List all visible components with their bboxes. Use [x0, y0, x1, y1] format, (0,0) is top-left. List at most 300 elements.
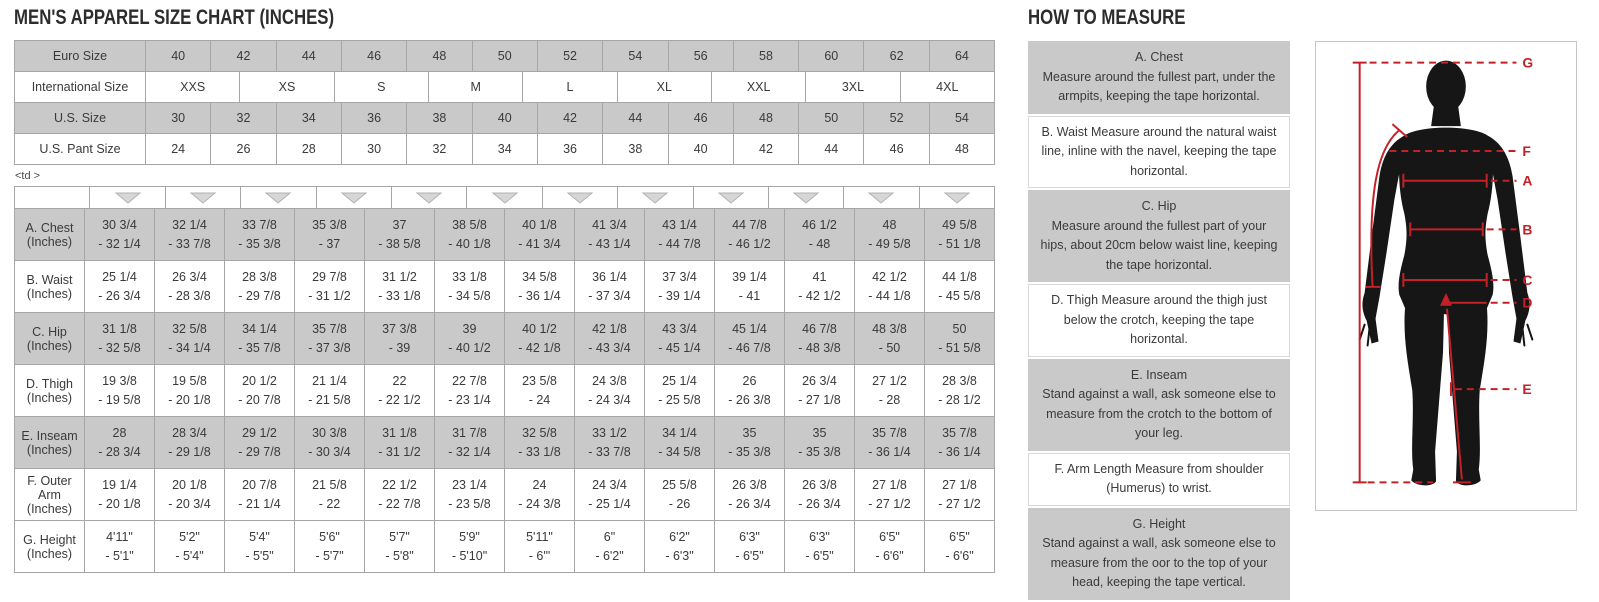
sort-down-icon: [341, 192, 367, 204]
size-cell: 32: [210, 102, 275, 133]
range-max: - 40 1/2: [448, 340, 491, 355]
sort-down-icon: [944, 192, 970, 204]
range-min: 35 3/8: [312, 217, 347, 232]
size-cell: 44: [602, 102, 667, 133]
label-f: F: [1522, 142, 1531, 159]
range-max: - 40 1/8: [448, 236, 491, 251]
range-max: - 6'6": [875, 548, 904, 563]
label-e: E: [1522, 381, 1532, 398]
range-max: - 34 1/4: [168, 340, 211, 355]
size-cell: 4XL: [900, 71, 994, 102]
range-max: - 20 1/8: [168, 392, 211, 407]
range-min: 33 1/8: [452, 269, 487, 284]
size-cell: 40: [145, 40, 210, 71]
range-min: 34 1/4: [242, 321, 277, 336]
range-max: - 26 3/4: [98, 288, 141, 303]
measure-item-text: B. Waist Measure around the natural waist line, inline with the navel, keeping the tape horizontal.: [1041, 124, 1277, 178]
measure-item-text: F. Arm Length Measure from shoulder (Humerus) to wrist.: [1054, 461, 1264, 495]
range-cell: [574, 364, 644, 416]
height-line: [1353, 63, 1367, 483]
range-min: 39 1/4: [732, 269, 767, 284]
range-max: - 37 3/8: [308, 340, 351, 355]
range-min: 35: [812, 425, 827, 440]
range-min: 46 7/8: [802, 321, 837, 336]
measure-item: [1028, 508, 1290, 600]
how-to-measure-section: [1028, 6, 1577, 602]
measurement-row: [14, 416, 994, 468]
range-max: - 29 7/8: [238, 444, 281, 459]
size-cell: 36: [537, 133, 602, 164]
size-cell: 26: [210, 133, 275, 164]
range-cell: [644, 260, 714, 312]
measure-item-text: Stand against a wall, ask someone else to measure from the crotch to the bottom of your leg.: [1042, 387, 1276, 440]
range-max: - 32 1/4: [98, 236, 141, 251]
range-min: 27 1/8: [872, 477, 907, 492]
label-g: G: [1522, 54, 1534, 71]
range-max: - 35 3/8: [728, 444, 771, 459]
size-cell: XL: [617, 71, 711, 102]
range-max: - 29 1/8: [168, 444, 211, 459]
range-cell: [294, 312, 364, 364]
range-max: - 39 1/4: [658, 288, 701, 303]
range-cell: [364, 312, 434, 364]
size-cell: 54: [602, 40, 667, 71]
size-chart-section: [14, 6, 995, 573]
measure-item-text: Measure around the fullest part of your hips, about 20cm below waist line, keeping the tape horizontal.: [1040, 218, 1278, 272]
range-min: 23 5/8: [522, 373, 557, 388]
label-a: A: [1522, 172, 1533, 189]
size-cell: 46: [863, 133, 928, 164]
header-cell: [542, 186, 617, 208]
range-max: - 23 5/8: [448, 496, 491, 511]
range-min: 44 1/8: [942, 269, 977, 284]
range-max: - 50: [878, 340, 901, 355]
range-min: 35: [742, 425, 757, 440]
how-to-measure-body: [1028, 41, 1577, 602]
size-cell: 28: [276, 133, 341, 164]
size-cell: 42: [537, 102, 602, 133]
measurement-row: [14, 468, 994, 520]
range-max: - 42 1/8: [518, 340, 561, 355]
measure-item: [1028, 190, 1290, 282]
range-min: 26 3/4: [172, 269, 207, 284]
sort-down-icon: [115, 192, 141, 204]
size-cell: 50: [472, 40, 537, 71]
range-min: 6'3": [739, 529, 760, 544]
range-cell: [714, 260, 784, 312]
how-to-measure-title: HOW TO MEASURE: [1028, 6, 1186, 29]
measurement-row: [14, 364, 994, 416]
header-cell: [919, 186, 994, 208]
range-cell: [644, 520, 714, 572]
size-cell: 24: [145, 133, 210, 164]
range-min: 34 1/4: [662, 425, 697, 440]
measure-item: [1028, 359, 1290, 451]
range-cell: [784, 312, 854, 364]
range-min: 23 1/4: [452, 477, 487, 492]
range-cell: [154, 312, 224, 364]
range-min: 24 3/8: [592, 373, 627, 388]
range-min: 4'11": [106, 529, 133, 544]
range-max: - 32 5/8: [98, 340, 141, 355]
range-cell: [294, 208, 364, 260]
range-min: 25 1/4: [662, 373, 697, 388]
range-min: 6'5": [879, 529, 900, 544]
range-max: - 5'1": [105, 548, 134, 563]
range-min: 31 7/8: [452, 425, 487, 440]
range-cell: [434, 416, 504, 468]
measure-item: [1028, 453, 1290, 506]
range-cell: [434, 364, 504, 416]
size-cell: 30: [341, 133, 406, 164]
range-max: - 21 1/4: [238, 496, 281, 511]
range-cell: [784, 260, 854, 312]
range-min: 25 1/4: [102, 269, 137, 284]
range-max: - 6'5": [735, 548, 764, 563]
range-min: 46 1/2: [802, 217, 837, 232]
range-min: 25 5/8: [662, 477, 697, 492]
range-cell: [854, 364, 924, 416]
sort-down-icon: [492, 192, 518, 204]
measure-item-text: D. Thigh Measure around the thigh just below the crotch, keeping the tape horizontal.: [1051, 293, 1267, 346]
range-cell: [434, 312, 504, 364]
range-max: - 6'5": [805, 548, 834, 563]
range-min: 38 5/8: [452, 217, 487, 232]
range-min: 40 1/8: [522, 217, 557, 232]
range-max: - 41: [738, 288, 761, 303]
range-max: - 29 7/8: [238, 288, 281, 303]
range-min: 27 1/2: [872, 373, 907, 388]
range-max: - 21 5/8: [308, 392, 351, 407]
range-max: - 51 1/8: [938, 236, 981, 251]
range-cell: [854, 312, 924, 364]
size-cell: 40: [668, 133, 733, 164]
range-max: - 22 7/8: [378, 496, 421, 511]
size-cell: 56: [668, 40, 733, 71]
range-min: 31 1/8: [382, 425, 417, 440]
range-min: 28 3/4: [172, 425, 207, 440]
size-cell: 48: [406, 40, 471, 71]
header-cell: [391, 186, 466, 208]
range-max: - 35 3/8: [798, 444, 841, 459]
measure-item-title: E. Inseam: [1130, 367, 1188, 382]
range-min: 5'6": [319, 529, 340, 544]
range-min: 48 3/8: [872, 321, 907, 336]
header-cell: [768, 186, 843, 208]
range-max: - 20 3/4: [168, 496, 211, 511]
size-table-row: [14, 71, 994, 102]
range-min: 36 1/4: [592, 269, 627, 284]
size-cell: 30: [145, 102, 210, 133]
range-cell: [854, 208, 924, 260]
range-cell: [714, 468, 784, 520]
range-cell: [224, 468, 294, 520]
sort-down-icon: [642, 192, 668, 204]
range-max: - 49 5/8: [868, 236, 911, 251]
size-cell: 36: [341, 102, 406, 133]
size-cell: 38: [406, 102, 471, 133]
range-min: 35 7/8: [872, 425, 907, 440]
range-min: 22: [392, 373, 407, 388]
sort-down-icon: [567, 192, 593, 204]
size-table-row: [14, 133, 994, 164]
range-max: - 35 7/8: [238, 340, 281, 355]
range-min: 5'9": [459, 529, 480, 544]
range-max: - 37: [318, 236, 341, 251]
range-cell: [154, 416, 224, 468]
row-label: U.S. Size: [14, 102, 145, 133]
range-cell: [434, 208, 504, 260]
range-min: 20 1/8: [172, 477, 207, 492]
range-cell: [574, 312, 644, 364]
range-cell: [574, 468, 644, 520]
range-cell: [364, 416, 434, 468]
range-min: 33 7/8: [242, 217, 277, 232]
range-cell: [854, 520, 924, 572]
range-cell: [504, 468, 574, 520]
range-min: 29 1/2: [242, 425, 277, 440]
range-max: - 6'2": [595, 548, 624, 563]
range-cell: [224, 520, 294, 572]
range-min: 41 3/4: [592, 217, 627, 232]
range-cell: [924, 416, 994, 468]
range-min: 48: [882, 217, 897, 232]
range-max: - 23 1/4: [448, 392, 491, 407]
range-max: - 6'3": [665, 548, 694, 563]
range-max: - 38 5/8: [378, 236, 421, 251]
size-chart-title: MEN'S APPAREL SIZE CHART (INCHES): [14, 6, 335, 29]
range-max: - 36 1/4: [868, 444, 911, 459]
range-cell: [574, 520, 644, 572]
range-max: - 43 3/4: [588, 340, 631, 355]
range-max: - 46 7/8: [728, 340, 771, 355]
size-cell: 42: [210, 40, 275, 71]
range-max: - 31 1/2: [308, 288, 351, 303]
range-cell: [854, 260, 924, 312]
range-max: - 22: [318, 496, 341, 511]
header-cell: [617, 186, 692, 208]
measure-item-title: A. Chest: [1135, 50, 1183, 64]
measure-item-text: Stand against a wall, ask someone else to measure from the oor to the top of your head, keeping the tape vertical.: [1042, 536, 1276, 589]
range-max: - 28: [878, 392, 901, 407]
body-figure-panel: [1315, 41, 1577, 511]
range-cell: [434, 520, 504, 572]
range-max: - 22 1/2: [378, 392, 421, 407]
header-cell: [165, 186, 240, 208]
range-min: 32 5/8: [522, 425, 557, 440]
sort-down-icon: [868, 192, 894, 204]
range-min: 19 1/4: [102, 477, 137, 492]
range-max: - 28 1/2: [938, 392, 981, 407]
size-table-row: [14, 102, 994, 133]
range-max: - 28 3/4: [98, 444, 141, 459]
range-min: 26 3/8: [732, 477, 767, 492]
range-cell: [294, 260, 364, 312]
range-min: 21 1/4: [312, 373, 347, 388]
range-cell: [714, 208, 784, 260]
range-min: 28 3/8: [942, 373, 977, 388]
measurement-row: [14, 260, 994, 312]
range-min: 43 3/4: [662, 321, 697, 336]
range-max: - 36 1/4: [518, 288, 561, 303]
label-c: C: [1522, 271, 1533, 288]
size-cell: 44: [276, 40, 341, 71]
range-cell: [574, 208, 644, 260]
range-max: - 5'10": [451, 548, 488, 563]
range-cell: [924, 364, 994, 416]
range-min: 21 5/8: [312, 477, 347, 492]
range-cell: [84, 364, 154, 416]
range-max: - 28 3/8: [168, 288, 211, 303]
range-min: 31 1/8: [102, 321, 137, 336]
range-max: - 25 5/8: [658, 392, 701, 407]
sort-down-icon: [190, 192, 216, 204]
range-max: - 25 1/4: [588, 496, 631, 511]
range-min: 28: [112, 425, 127, 440]
sort-down-icon: [718, 192, 744, 204]
range-max: - 45 5/8: [938, 288, 981, 303]
range-cell: [784, 208, 854, 260]
range-min: 40 1/2: [522, 321, 557, 336]
range-cell: [574, 260, 644, 312]
sort-down-icon: [793, 192, 819, 204]
row-label: A. Chest (Inches): [14, 208, 84, 260]
range-min: 30 3/4: [102, 217, 137, 232]
range-max: - 33 7/8: [588, 444, 631, 459]
header-spacer-cell: [14, 186, 89, 208]
size-table-row: [14, 40, 994, 71]
range-cell: [224, 208, 294, 260]
range-cell: [84, 520, 154, 572]
range-max: - 33 1/8: [378, 288, 421, 303]
size-cell: 38: [602, 133, 667, 164]
range-cell: [784, 416, 854, 468]
range-cell: [434, 260, 504, 312]
range-min: 5'11": [526, 529, 553, 544]
label-b: B: [1522, 221, 1533, 238]
range-max: - 44 1/8: [868, 288, 911, 303]
size-cell: 48: [929, 133, 994, 164]
range-cell: [854, 468, 924, 520]
range-max: - 32 1/4: [448, 444, 491, 459]
range-max: - 6'": [528, 548, 551, 563]
range-cell: [784, 364, 854, 416]
range-cell: [714, 520, 784, 572]
size-cell: M: [428, 71, 522, 102]
range-cell: [154, 468, 224, 520]
range-min: 19 5/8: [172, 373, 207, 388]
size-cell: 44: [798, 133, 863, 164]
range-min: 6'3": [809, 529, 830, 544]
size-cell: 46: [668, 102, 733, 133]
size-cell: 60: [798, 40, 863, 71]
range-max: - 24 3/8: [518, 496, 561, 511]
range-cell: [504, 364, 574, 416]
range-min: 37 3/4: [662, 269, 697, 284]
measurement-row: [14, 520, 994, 572]
range-min: 37 3/8: [382, 321, 417, 336]
range-cell: [714, 364, 784, 416]
size-cell: XS: [239, 71, 333, 102]
measure-item-title: G. Height: [1132, 516, 1186, 531]
range-min: 24 3/4: [592, 477, 627, 492]
range-cell: [294, 364, 364, 416]
row-label: U.S. Pant Size: [14, 133, 145, 164]
range-cell: [714, 312, 784, 364]
header-cell: [693, 186, 768, 208]
header-cell: [89, 186, 164, 208]
range-max: - 26 3/4: [798, 496, 841, 511]
range-min: 29 7/8: [312, 269, 347, 284]
range-cell: [154, 208, 224, 260]
size-cell: 34: [472, 133, 537, 164]
range-max: - 24: [528, 392, 551, 407]
range-cell: [504, 208, 574, 260]
size-cell: 52: [863, 102, 928, 133]
size-cell: XXL: [711, 71, 805, 102]
measure-item: [1028, 284, 1290, 357]
size-cell: S: [334, 71, 428, 102]
range-cell: [574, 416, 644, 468]
label-d: D: [1522, 294, 1533, 311]
sort-down-icon: [265, 192, 291, 204]
range-min: 50: [952, 321, 967, 336]
range-cell: [924, 468, 994, 520]
measurement-row: [14, 208, 994, 260]
range-max: - 45 1/4: [658, 340, 701, 355]
range-cell: [924, 208, 994, 260]
size-cell: 40: [472, 102, 537, 133]
range-cell: [224, 364, 294, 416]
size-cell: 48: [733, 102, 798, 133]
range-max: - 48 3/8: [798, 340, 841, 355]
size-cell: XXS: [145, 71, 239, 102]
range-cell: [84, 260, 154, 312]
size-cell: 64: [929, 40, 994, 71]
range-min: 37: [392, 217, 407, 232]
range-cell: [224, 260, 294, 312]
header-cell: [466, 186, 541, 208]
range-cell: [154, 364, 224, 416]
size-cell: 62: [863, 40, 928, 71]
range-cell: [784, 520, 854, 572]
range-min: 26 3/8: [802, 477, 837, 492]
row-label: Euro Size: [14, 40, 145, 71]
range-cell: [84, 416, 154, 468]
range-max: - 19 5/8: [98, 392, 141, 407]
range-min: 20 1/2: [242, 373, 277, 388]
range-max: - 5'7": [315, 548, 344, 563]
range-min: 30 3/8: [312, 425, 347, 440]
range-max: - 27 1/2: [868, 496, 911, 511]
range-min: 22 7/8: [452, 373, 487, 388]
range-cell: [504, 416, 574, 468]
measure-item-title: C. Hip: [1141, 199, 1177, 213]
range-max: - 51 5/8: [938, 340, 981, 355]
range-cell: [84, 312, 154, 364]
range-cell: [434, 468, 504, 520]
range-max: - 31 1/2: [378, 444, 421, 459]
range-max: - 33 7/8: [168, 236, 211, 251]
range-max: - 42 1/2: [798, 288, 841, 303]
range-cell: [924, 312, 994, 364]
body-measurement-diagram: [1316, 42, 1576, 510]
range-min: 22 1/2: [382, 477, 417, 492]
row-label: G. Height (Inches): [14, 520, 84, 572]
range-max: - 30 3/4: [308, 444, 351, 459]
range-cell: [364, 520, 434, 572]
row-label: C. Hip (Inches): [14, 312, 84, 364]
